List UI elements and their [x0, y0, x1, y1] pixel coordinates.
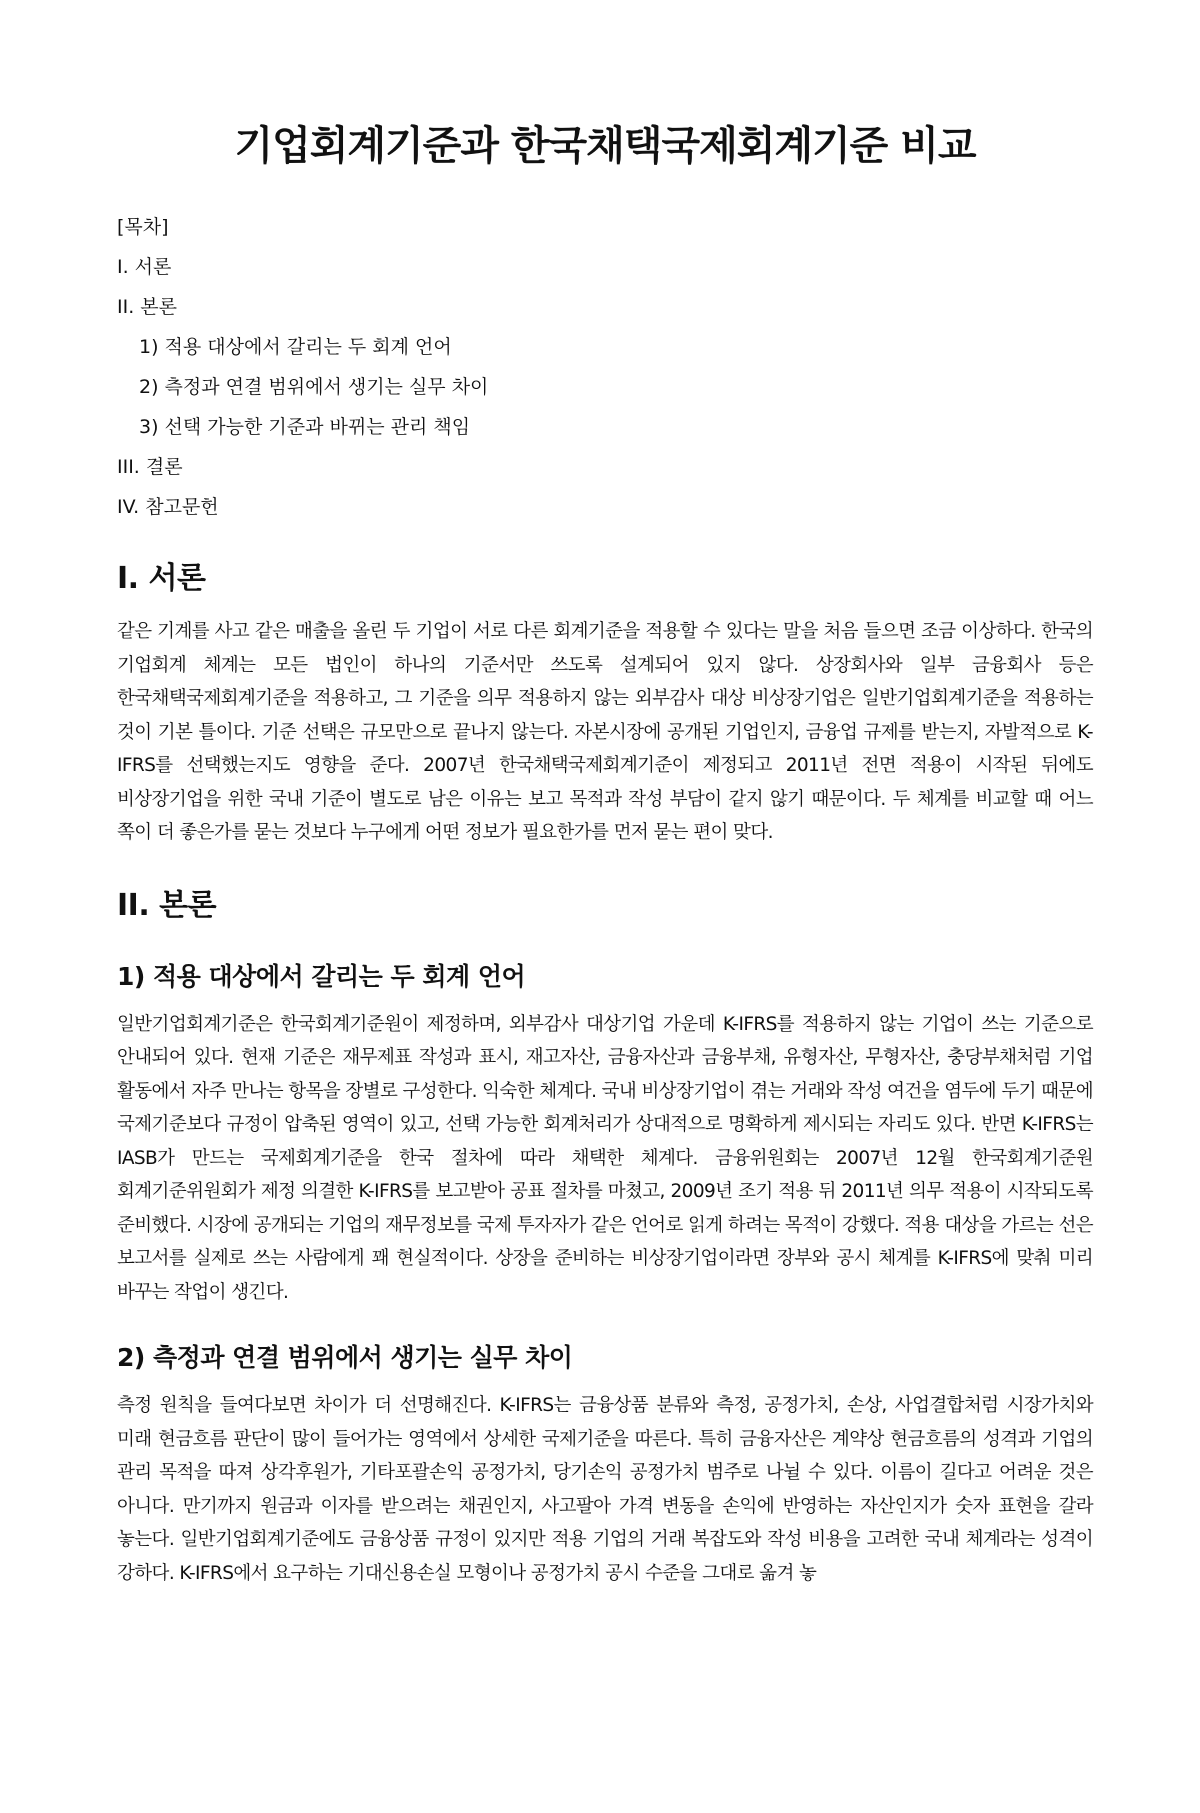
toc-item-body-sub1: 1) 적용 대상에서 갈리는 두 회계 언어	[139, 336, 452, 358]
subsection-1-paragraph: 일반기업회계기준은 한국회계기준원이 제정하며, 외부감사 대상기업 가운데 K-IFRS를 적용하지 않는 기업이 쓰는 기준으로 안내되어 있다. 현재 기준은 재무제표 작성과 표시, 재고자산, 금융자산과 금융부채, 유형자산, 무형자산, 충당부채처럼 기업 활동에서 자주 만나는 항목을 장별로 구성한다. 익숙한 체계다. 국내 비상장기업이 겪는 거래와 작성 여건을 염두에 두기 때문에 국제기준보다 규정이 압축된 영역이 있고, 선택 가능한 회계처리가 상대적으로 명확하게 제시되는 자리도 있다. 반면 K-IFRS는 IASB가 만드는 국제회계기준을 한국 절차에 따라 채택한 체계다. 금융위원회는 2007년 12월 한국회계기준원 회계기준위원회가 제정 의결한 K-IFRS를 보고받아 공표 절차를 마쳤고, 2009년 조기 적용 뒤 2011년 의무 적용이 시작되도록 준비했다. 시장에 공개되는 기업의 재무정보를 국제 투자자가 같은 언어로 읽게 하려는 목적이 강했다. 적용 대상을 가르는 선은 보고서를 실제로 쓰는 사람에게 꽤 현실적이다. 상장을 준비하는 비상장기업이라면 장부와 공시 체계를 K-IFRS에 맞춰 미리 바꾸는 작업이 생긴다.	[117, 1013, 1093, 1303]
subsection-2-paragraph: 측정 원칙을 들여다보면 차이가 더 선명해진다. K-IFRS는 금융상품 분류와 측정, 공정가치, 손상, 사업결합처럼 시장가치와 미래 현금흐름 판단이 많이 들어가는 영역에서 상세한 국제기준을 따른다. 특히 금융자산은 계약상 현금흐름의 성격과 기업의 관리 목적을 따져 상각후원가, 기타포괄손익 공정가치, 당기손익 공정가치 범주로 나뉠 수 있다. 이름이 길다고 어려운 것은 아니다. 만기까지 원금과 이자를 받으려는 채권인지, 사고팔아 가격 변동을 손익에 반영하는 자산인지가 숫자 표현을 갈라 놓는다. 일반기업회계기준에도 금융상품 규정이 있지만 적용 기업의 거래 복잡도와 작성 비용을 고려한 국내 체계라는 성격이 강하다. K-IFRS에서 요구하는 기대신용손실 모형이나 공정가치 공시 수준을 그대로 옮겨 놓	[117, 1395, 1093, 1584]
introduction-paragraph: 같은 기계를 사고 같은 매출을 올린 두 기업이 서로 다른 회계기준을 적용할 수 있다는 말을 처음 들으면 조금 이상하다. 한국의 기업회계 체계는 모든 법인이 하나의 기준서만 쓰도록 설계되어 있지 않다. 상장회사와 일부 금융회사 등은 한국채택국제회계기준을 적용하고, 그 기준을 의무 적용하지 않는 외부감사 대상 비상장기업은 일반기업회계기준을 적용하는 것이 기본 틀이다. 기준 선택은 규모만으로 끝나지 않는다. 자본시장에 공개된 기업인지, 금융업 규제를 받는지, 자발적으로 K-IFRS를 선택했는지도 영향을 준다. 2007년 한국채택국제회계기준이 제정되고 2011년 전면 적용이 시작된 뒤에도 비상장기업을 위한 국내 기준이 별도로 남은 이유는 보고 목적과 작성 부담이 같지 않기 때문이다. 두 체계를 비교할 때 어느 쪽이 더 좋은가를 묻는 것보다 누구에게 어떤 정보가 필요한가를 먼저 묻는 편이 맞다.	[117, 621, 1093, 843]
toc-item-body-sub2: 2) 측정과 연결 범위에서 생기는 실무 차이	[139, 376, 489, 398]
subsection-heading-1: 1) 적용 대상에서 갈리는 두 회계 언어	[117, 961, 526, 991]
table-of-contents	[117, 207, 1093, 527]
toc-heading: [목차]	[117, 216, 169, 238]
subsection-heading-2: 2) 측정과 연결 범위에서 생기는 실무 차이	[117, 1343, 573, 1372]
toc-item-introduction: I. 서론	[117, 256, 172, 278]
toc-item-body-sub3: 3) 선택 가능한 기준과 바뀌는 관리 책임	[139, 416, 471, 438]
toc-item-body: II. 본론	[117, 296, 177, 318]
toc-item-conclusion: III. 결론	[117, 456, 183, 478]
section-heading-introduction: I. 서론	[117, 561, 206, 596]
document-page	[0, 117, 1200, 1813]
toc-item-references: IV. 참고문헌	[117, 496, 219, 518]
section-heading-body: II. 본론	[117, 887, 217, 923]
document-title: 기업회계기준과 한국채택국제회계기준 비교	[234, 123, 976, 169]
